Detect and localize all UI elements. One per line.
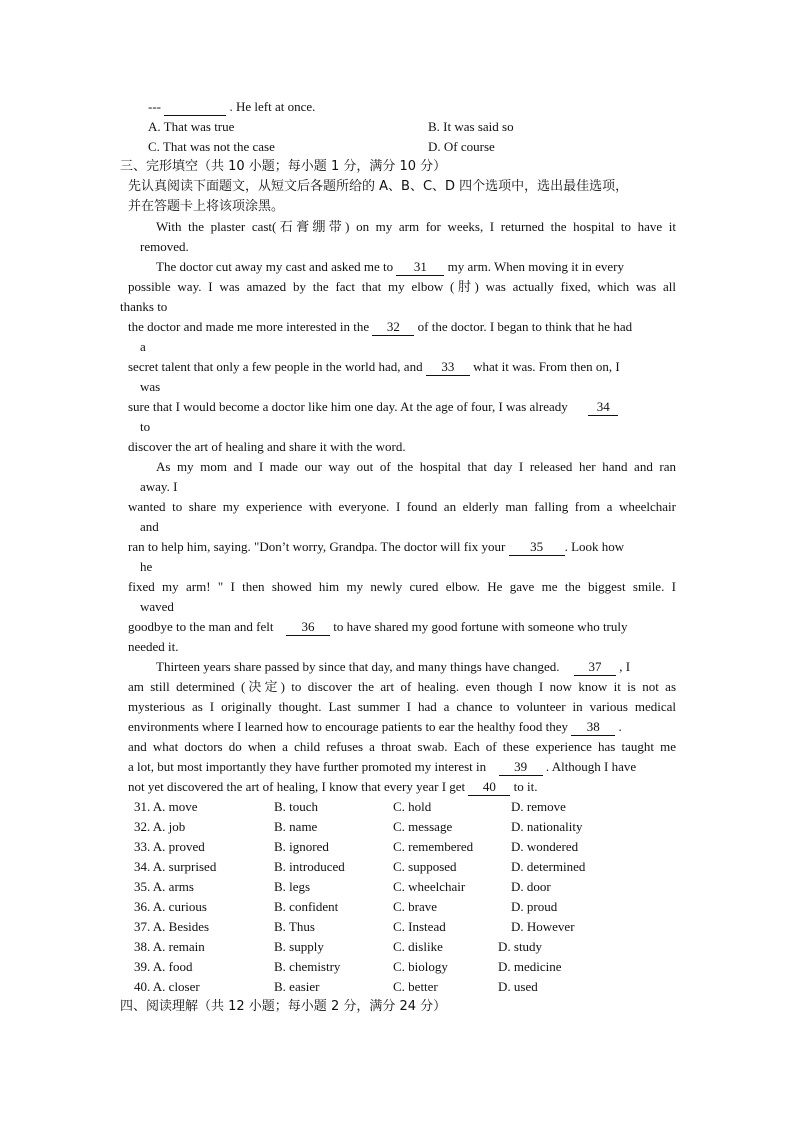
prev-option-b: B. It was said so	[428, 119, 514, 134]
option-d-33: D. wondered	[511, 839, 579, 854]
passage-line: thanks to	[120, 299, 168, 314]
passage-line: environments where I learned how to encourage patients to ear the healthy food they 38 .	[128, 719, 622, 734]
option-c-35: C. wheelchair	[393, 879, 466, 894]
passage-line: wanted to share my experience with everyone. I found an elderly man falling from a wheelchair	[128, 499, 676, 514]
option-b-34: B. introduced	[274, 859, 345, 874]
prev-question-stem: --- . He left at once.	[148, 99, 316, 114]
passage-line: away. I	[140, 479, 178, 494]
blank-40: 40	[468, 779, 510, 796]
option-b-31: B. touch	[274, 799, 319, 814]
option-b-40: B. easier	[274, 979, 320, 994]
option-b-32: B. name	[274, 819, 318, 834]
option-a-33: 33. A. proved	[134, 839, 205, 854]
option-a-39: 39. A. food	[134, 959, 193, 974]
option-a-34: 34. A. surprised	[134, 859, 217, 874]
passage-line: fixed my arm! " I then showed him my newly cured elbow. He gave me the biggest smile. I	[128, 579, 676, 594]
option-d-31: D. remove	[511, 799, 566, 814]
prev-option-d: D. Of course	[428, 139, 495, 154]
option-c-40: C. better	[393, 979, 438, 994]
passage-line: was	[140, 379, 161, 394]
passage-line: needed it.	[128, 639, 179, 654]
prev-option-a: A. That was true	[148, 119, 235, 134]
blank-32: 32	[372, 319, 414, 336]
passage-line: As my mom and I made our way out of the hospital that day I released her hand and ran	[156, 459, 676, 474]
blank-33: 33	[426, 359, 470, 376]
option-d-37: D. However	[511, 919, 575, 934]
option-c-39: C. biology	[393, 959, 448, 974]
passage-line: sure that I would become a doctor like him one day. At the age of four, I was already 34	[128, 397, 618, 417]
passage-line: the doctor and made me more interested in the 32 of the doctor. I began to think that he had	[128, 319, 633, 334]
passage-line: mysterious as I originally thought. Last summer I had a chance to volunteer in various medical	[128, 699, 676, 714]
passage-line: ran to help him, saying. "Don’t worry, Grandpa. The doctor will fix your 35 . Look how	[128, 539, 625, 554]
option-a-36: 36. A. curious	[134, 899, 207, 914]
blank-39: 39	[499, 759, 543, 776]
blank-37: 37	[574, 659, 616, 676]
option-b-39: B. chemistry	[274, 959, 341, 974]
option-c-33: C. remembered	[393, 839, 474, 854]
option-a-35: 35. A. arms	[134, 879, 194, 894]
blank-34: 34	[588, 399, 618, 416]
option-c-31: C. hold	[393, 799, 432, 814]
option-b-38: B. supply	[274, 939, 324, 954]
option-b-35: B. legs	[274, 879, 311, 894]
passage-line: and what doctors do when a child refuses a throat swab. Each of these experience has taught me	[128, 739, 676, 754]
option-c-36: C. brave	[393, 899, 438, 914]
passage-line: to	[140, 419, 151, 434]
option-a-32: 32. A. job	[134, 819, 186, 834]
option-c-34: C. supposed	[393, 859, 457, 874]
passage-line: am still determined (决定) to discover the art of healing. even though I now know it is not as	[128, 679, 676, 694]
option-d-35: D. door	[511, 879, 551, 894]
blank-31: 31	[396, 259, 444, 276]
passage-line: removed.	[140, 239, 189, 254]
passage-line: he	[140, 559, 153, 574]
blank-38: 38	[571, 719, 615, 736]
blank-36: 36	[286, 619, 330, 636]
option-b-36: B. confident	[274, 899, 339, 914]
prev-option-c: C. That was not the case	[148, 139, 275, 154]
section-heading-cloze: 三、完形填空（共 10 小题；每小题 1 分，满分 10 分）	[120, 159, 447, 174]
option-d-34: D. determined	[511, 859, 586, 874]
option-a-38: 38. A. remain	[134, 939, 205, 954]
blank	[164, 99, 226, 116]
option-a-40: 40. A. closer	[134, 979, 200, 994]
passage-line: The doctor cut away my cast and asked me to 31 my arm. When moving it in every	[156, 259, 624, 274]
passage-line: discover the art of healing and share it with the word.	[128, 439, 406, 454]
passage-line: a lot, but most importantly they have further promoted my interest in 39 . Although I have	[128, 759, 637, 774]
option-a-31: 31. A. move	[134, 799, 198, 814]
option-d-38: D. study	[498, 939, 543, 954]
passage-line: a	[140, 339, 146, 354]
option-b-37: B. Thus	[274, 919, 315, 934]
passage-line: not yet discovered the art of healing, I know that every year I get 40 to it.	[128, 779, 538, 794]
option-d-32: D. nationality	[511, 819, 583, 834]
option-d-39: D. medicine	[498, 959, 562, 974]
passage-line: secret talent that only a few people in the world had, and 33 what it was. From then on, I	[128, 359, 620, 374]
section-heading-reading: 四、阅读理解（共 12 小题；每小题 2 分，满分 24 分）	[120, 999, 447, 1014]
passage-line: waved	[140, 599, 174, 614]
passage-line: goodbye to the man and felt 36 to have shared my good fortune with someone who truly	[128, 619, 628, 634]
passage-line: possible way. I was amazed by the fact that my elbow (肘) was actually fixed, which was all	[128, 279, 676, 294]
passage-line: With the plaster cast(石膏绷带) on my arm for weeks, I returned the hospital to have it	[156, 219, 676, 234]
option-c-32: C. message	[393, 819, 453, 834]
blank-35: 35	[509, 539, 565, 556]
section-instruction: 并在答题卡上将该项涂黑。	[128, 199, 285, 214]
option-d-36: D. proud	[511, 899, 558, 914]
passage-line: Thirteen years share passed by since that day, and many things have changed. 37 , I	[156, 659, 631, 674]
section-instruction: 先认真阅读下面题文，从短文后各题所给的 A、B、C、D 四个选项中，选出最佳选项，	[128, 179, 629, 194]
option-b-33: B. ignored	[274, 839, 329, 854]
passage-line: and	[140, 519, 159, 534]
option-c-38: C. dislike	[393, 939, 443, 954]
option-d-40: D. used	[498, 979, 538, 994]
option-c-37: C. Instead	[393, 919, 446, 934]
option-a-37: 37. A. Besides	[134, 919, 210, 934]
